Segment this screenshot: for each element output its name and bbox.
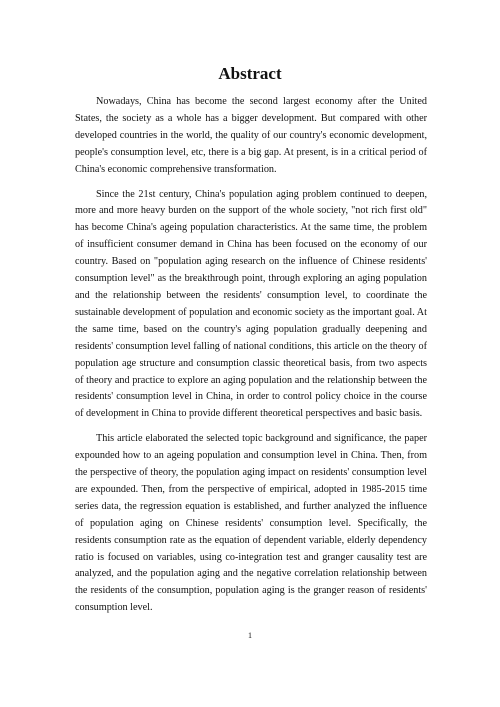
page-title: Abstract <box>218 64 282 83</box>
abstract-paragraph-1: Nowadays, China has become the second largest economy after the United States, the society as a whole has a bigger development. But compared with other developed countries in the world, the quality of our country's economic development, people's consumption level, etc, there is a big gap. At present, is in a critical period of China's economic comprehensive transformation. <box>75 96 427 175</box>
page-number: 1 <box>248 631 252 640</box>
abstract-paragraph-3: This article elaborated the selected topic background and significance, the paper expounded how to an ageing population and consumption level in China. Then, from the perspective of theory, the population aging impact on residents' consumption level are expounded. Then, from the perspective of empirical, adopted in 1985-2015 time series data, the regression equation is established, and further analyzed the influence of population aging on Chinese residents' consumption level. Specifically, the residents consumption rate as the equation of dependent variable, elderly dependency ratio is focused on variables, using co-integration test and granger causality test are analyzed, and the population aging and the negative correlation relationship between the residents of the consumption, population aging is the granger reason of residents' consumption level. <box>75 433 427 614</box>
abstract-body <box>75 94 427 625</box>
abstract-paragraph-2: Since the 21st century, China's population aging problem continued to deepen, more and more heavy burden on the support of the whole society, "not rich first old" has become China's ageing population characteristics. At the same time, the problem of insufficient consumer demand in China has been focused on the economy of our country. Based on "population aging research on the influence of Chinese residents' consumption level" as the breakthrough point, through exploring an aging population and the relationship between the residents' consumption level, to coordinate the sustainable development of population and economic society as the important goal. At the same time, based on the country's aging population gradually deepening and residents' consumption level falling of national conditions, this article on the theory of population age structure and consumption classic theoretical basis, from two aspects of theory and practice to explore an aging population and the relationship between the residents' consumption level in China, in order to control policy choice in the course of development in China to provide different theoretical perspectives and basic basis. <box>75 188 427 420</box>
